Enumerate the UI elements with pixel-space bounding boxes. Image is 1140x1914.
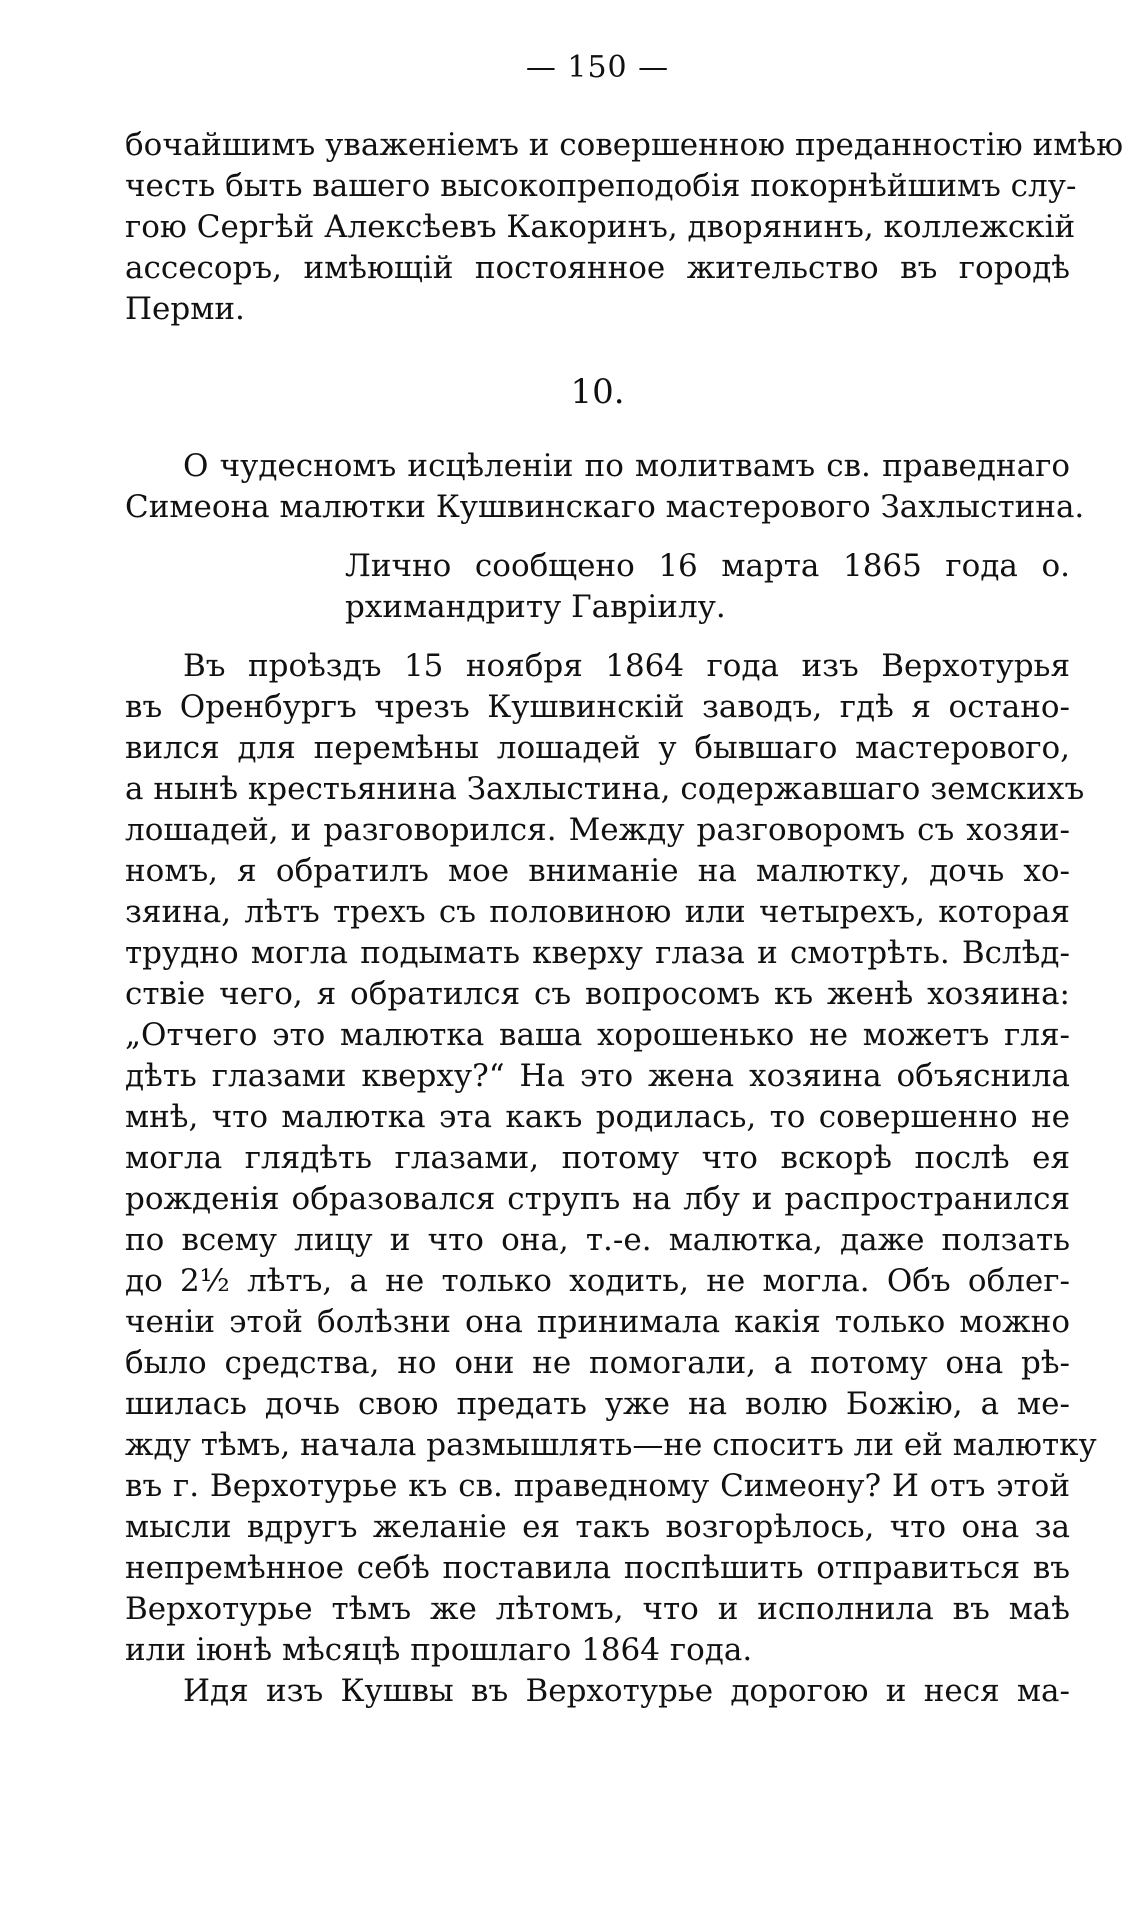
dedication-line: Лично сообщено 16 марта 1865 года о.: [345, 548, 1070, 584]
heading-line: О чудесномъ исцѣленіи по молитвамъ св. праведнаго: [183, 448, 1070, 484]
page-number: — 150 —: [525, 50, 670, 85]
text-line: вился для перемѣны лошадей у бывшаго мастерового,: [125, 730, 1070, 766]
text-line: Верхотурье тѣмъ же лѣтомъ, что и исполнила въ маѣ: [125, 1591, 1070, 1627]
text-line: по всему лицу и что она, т.-е. малютка, даже ползать: [125, 1222, 1070, 1258]
text-line: въ г. Верхотурье къ св. праведному Симеону? И отъ этой: [125, 1468, 1070, 1504]
text-line: номъ, я обратилъ мое вниманіе на малютку, дочь хо-: [125, 853, 1070, 889]
intro-text: [125, 125, 1124, 330]
text-line: ченіи этой болѣзни она принимала какія только можно: [125, 1304, 1070, 1340]
text-line: мнѣ, что малютка эта какъ родилась, то совершенно не: [125, 1099, 1070, 1135]
text-line: было средства, но они не помогали, а потому она рѣ-: [125, 1345, 1070, 1381]
text-line: Въ проѣздъ 15 ноября 1864 года изъ Верхотурья: [183, 648, 1070, 684]
text-line: трудно могла подымать кверху глаза и смотрѣть. Вслѣд-: [125, 935, 1070, 971]
text-line: жду тѣмъ, начала размышлять—не споситъ ли ей малютку: [125, 1427, 1097, 1463]
text-line: ассесоръ, имѣющій постоянное жительство въ городѣ: [125, 250, 1070, 286]
text-line: гою Сергѣй Алексѣевъ Какоринъ, дворянинъ, коллежскій: [125, 209, 1076, 245]
dedication-note: [125, 546, 1070, 628]
text-line: Перми.: [125, 291, 245, 327]
text-line: до 2½ лѣтъ, а не только ходить, не могла. Объ облег-: [125, 1263, 1070, 1299]
book-page: [125, 40, 1124, 1712]
text-line: дѣть глазами кверху?“ На это жена хозяина объяснила: [125, 1058, 1070, 1094]
text-line: „Отчего это малютка ваша хорошенько не можетъ гля-: [125, 1017, 1070, 1053]
text-line: шилась дочь свою предать уже на волю Божію, а ме-: [125, 1386, 1070, 1422]
text-line: лошадей, и разговорился. Между разговоромъ съ хозяи-: [125, 812, 1070, 848]
section-number: 10.: [570, 372, 625, 412]
text-line: ствіе чего, я обратился съ вопросомъ къ женѣ хозяина:: [125, 976, 1070, 1012]
text-line: бочайшимъ уваженіемъ и совершенною преданностію имѣю: [125, 127, 1124, 163]
text-line: въ Оренбургъ чрезъ Кушвинскій заводъ, гдѣ я остано-: [125, 689, 1070, 725]
heading-line: Симеона малютки Кушвинскаго мастерового Захлыстина.: [125, 489, 1085, 525]
dedication-line: рхимандриту Гавріилу.: [345, 589, 726, 625]
paragraph-1: [125, 646, 1097, 1671]
text-line: зяина, лѣтъ трехъ съ половиною или четырехъ, которая: [125, 894, 1070, 930]
text-line: а нынѣ крестьянина Захлыстина, содержавшаго земскихъ: [125, 771, 1085, 807]
text-line: непремѣнное себѣ поставила поспѣшить отправиться въ: [125, 1550, 1070, 1586]
text-line: или іюнѣ мѣсяцѣ прошлаго 1864 года.: [125, 1632, 753, 1668]
paragraph-2: [125, 1671, 1070, 1712]
text-line: могла глядѣть глазами, потому что вскорѣ послѣ ея: [125, 1140, 1070, 1176]
text-line: Идя изъ Кушвы въ Верхотурье дорогою и неся ма-: [183, 1673, 1070, 1709]
section-heading: [125, 446, 1085, 528]
text-line: рожденія образовался струпъ на лбу и распространился: [125, 1181, 1070, 1217]
text-line: честь быть вашего высокопреподобія покорнѣйшимъ слу-: [125, 168, 1077, 204]
text-line: мысли вдругъ желаніе ея такъ возгорѣлось, что она за: [125, 1509, 1070, 1545]
